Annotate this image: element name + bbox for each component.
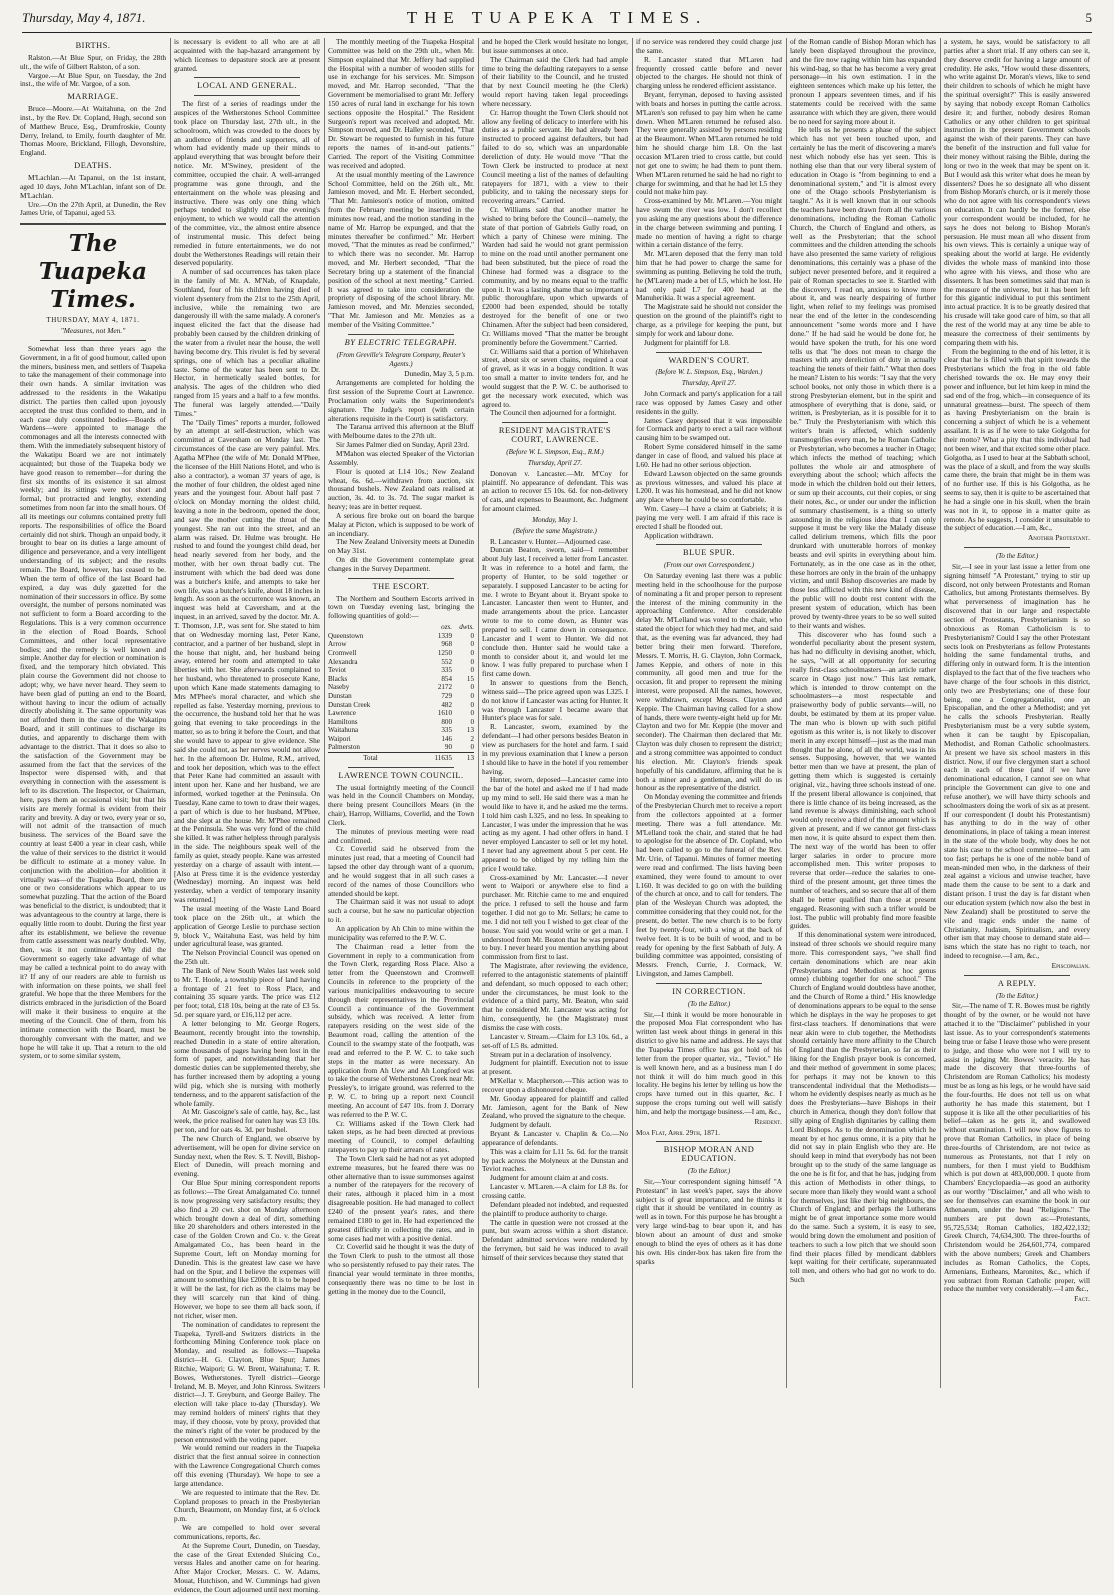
letter-signature: Another Protestant. — [1027, 533, 1090, 543]
letter-body: If this denominational system were introduced, instead of three schools we should require many more. This correspondent says, "we shall find certain denominations which are near akin (Presbyterians and Methodists at hoc genus omne) clubbing together for one school." The Church of England would doubtless have another, and the Church of Rome a third." His knowledge of denominations appears to be equal to the sense which he displays in the way he proposes to get first-class teachers. If denominations that were near akin were to club together, the Methodists should certainly have more affinity to the Church of England than the Presbyterian, so far as their liking for the English prayer book is concerned, and their method of government in some places; for perhaps it may not be known to this transcendental individual that the Methodists—whom he evidently despises nearly as much as he does the Presbyterians—have Bishops in their church in America, though they don't follow that silly aping of English dignitaries by calling them Lord Bishops. As to the denomination which he meant by et hoc genus omne, it is a pity that he did not say in plain English who they are. He should keep in mind that everybody has not been brought up to the study of the same language as the one he is fit for, and that he has, judging from this action of Methodists in other things, to secure more than likely they would want a school for themselves, just like their big neighbours, the Church of England; and perhaps the Lutherans might be of great importance some more would do the same. Such a system, it is easy to see, would bring down the emolument and position of teachers to such a low pitch that we should soon find their places filled by mendicant dabblers kept waiting for their certificate, superannuated toll men, and others who had got no work to do. Such — [790, 930, 936, 1285]
bishop-moran-heading: BISHOP MORAN AND EDUCATION. — [663, 1145, 755, 1164]
correspondent-report: On Saturday evening last there was a public meeting held in the schoolhouse for the purpose of nominating a fit and proper person to represent the interest of the mining community in the approaching Conference. After considerable delay Mr. M'Lelland was voted to the chair, who stated the object for which they had met, and said that, as the evening was far advanced, they had better bring their men forward. Therefore, Messrs. T. Morris, H. G. Clayton, John Cormack, James Keppie, and others of note in this community, all good men and true for the occasion, fit and proper to represent the mining interest, were proposed. All the names, however, were withdrawn, except Messrs. Clayton and Keppie. The Chairman having called for a show of hands, there were twenty-eight held up for Mr. Clayton and two for Mr. Keppie (the mover and seconder). The Chairman then declared that Mr. Clayton was duly chosen to represent the district; and a strong committee was appointed to conduct his election. Mr. Clayton's friends speak hopefully of his candidature, affirming that he is both a miner and a gentleman, and will do us honour as the representative of the district. — [636, 571, 782, 793]
court-presiding: (Before the same Magistrate.) — [513, 526, 597, 535]
council-report: The Chairman said it was not usual to adopt such a course, but he saw no particular objection to it. — [328, 897, 474, 925]
units-pennyweights: dwts. — [459, 623, 474, 632]
council-report: The Council then adjourned for a fortnight. — [490, 408, 617, 418]
table-row — [328, 701, 474, 710]
correction-heading: IN CORRECTION. — [672, 986, 746, 996]
court-presiding: (Before W. L. Simpson, Esq., R.M.) — [506, 447, 604, 456]
court-case: The Magistrate, after reviewing the evidence, referred to the antagonistic statements of plaintiff and defendant, so much opposed to each other; under the circumstances, he must look to the evidence of a third party, Mr. Beaton, who said that he considered Mr. Lancaster was acting for him, consequently, he (the Magistrate) must dismiss the case with costs. — [482, 961, 628, 1032]
column-5 — [636, 38, 782, 1388]
council-report: Cr. Coverlid said he thought it was the duty of the Town Clerk to push to the utmost all those who so persistently refused to pay their rates. The financial year would terminate in three months, consequently there was no time to be lost in getting in the money due to the Council, — [328, 1242, 474, 1296]
court-case: Duncan Beaton, sworn, said—I remember about July last, I received a letter from Lancaster. It was in reference to a hotel and farm, the property of Hunter, to be sold together or separately. I supposed Lancaster to be acting for me. I wrote to Bryant about it. Bryant spoke to Lancaster. Lancaster then went to Hunter, and made arrangements about the price. Lancaster wrote to me to come down, as Hunter was prepared to sell. I came down in consequence. Lancaster and I went to Hunter. We did not conclude then. Hunter said he would take a month to consider about it, and would let me know. I was fully prepared to purchase when I first came down. — [482, 545, 628, 679]
table-row — [328, 632, 474, 641]
escort-place: Palmerston — [328, 743, 360, 752]
telegraph-item: The Tararua arrived this afternoon at the Bluff with Melbourne dates to the 27th ult. — [328, 422, 474, 441]
escort-pennyweights: 0 — [470, 700, 474, 709]
column-rule — [170, 38, 171, 1388]
escort-ounces: 1610 — [437, 709, 452, 718]
court-case: Lancaster v. Stream.—Claim for L3 10s. 6d., a set-off of L5 8s. admitted. — [482, 1031, 628, 1050]
telegraph-item: Flour is quoted at L14 10s.; New Zealand wheat, 6s. 6d.—withdrawn from auction, six thousand bushels. New Zealand oats realised at auction, 3s. 4d. to 3s. 7d. The sugar market is heavy; teas are in better request. — [328, 466, 474, 512]
court-case: R. Lancaster stated that M'Laren had frequently crossed cattle before and never objected to the charges. He should not think of charging unless he rendered efficient assistance. — [636, 54, 782, 91]
court-case: Bryant & Lancaster v. Chaplin & Co.—No appearance of defendants. — [482, 1129, 628, 1147]
telegraph-dateline: Dunedin, May 3, 5 p.m. — [404, 369, 474, 379]
escort-place: Waipori — [328, 734, 351, 743]
escort-place: Naseby — [328, 683, 350, 692]
telegraph-heading: BY ELECTRIC TELEGRAPH. — [344, 337, 458, 347]
marriage-notice: Bruce—Moore.—At Waitahuna, on the 2nd inst., by the Rev. Dr. Copland, Hugh, second son of Matthew Bruce, Esq., Drumfroskie, County Derry, Ireland, to Emily, fourth daughter of Mr. Thomas Moore, Brickland, Fillogh, Devonshire, England. — [20, 104, 166, 158]
paper-title: THE TUAPEKA TIMES. — [406, 8, 708, 27]
escort-pennyweights: 0 — [470, 648, 474, 657]
news-item: The monthly meeting of the Tuapeka Hospital Committee was held on the 29th ult., when Mr. Simpson explained that Mr. Jeffery had supplied the Hospital with a number of wooden stills for use in exchange for his services. Mr. Simpson moved, and Mr. Harrop seconded, "That the Government be memorialised to grant Mr. Jeffery 150 acres of rural land in exchange for his town sections opposite the Hospital." The Resident Surgeon's report was received and adopted. Mr. Simpson moved, and Dr. Halley seconded, "That Dr. Stewart be requested to furnish in his future reports the names of in-and-out patients." Carried. The report of the Visiting Committee was received and adopted. — [328, 37, 474, 170]
letter-body: a system, he says, would be satisfactory to all parties after a short trial. If any others can see it, they deserve credit for having a large amount of credulity. He asks, "How would these dissenters, who write against Dr. Moran's views, like to send their children to schools of which he might have the spiritual oversight?" This is easily answered by saying that nobody except Roman Catholics desire it; and further, nobody desires Roman Catholics or any other children to get spiritual instruction in the present Government schools against the wish of their parents. They can have the benefit of the instruction and full value for their money without raising the Bible, during the long or two in the week that may be spent on it. But I would ask this writer what does he mean by dissenters? Does he so designate all who dissent from Bishop Moran's church, or is it merely those who do not agree with his correspondent's views on education. It can hardly be the former, else your correspondent would be included, for he says he does not belong to Bishop Moran's persuasion. He must mean all who dissent from his own views. This is certainly a unique way of speaking about the world at large. He evidently divides the whole mass of mankind into those who agree with his views, and those who are dissenters. It has been sometimes said that man is the measure of the universe, but it has been left for this gigantic individual to put this sentiment into actual practice. It is to be greatly desired that his crusade will take good care of him, so that all the rest of the world may at any time be able to measure the correctness of their sentiments by comparing them with his. — [944, 37, 1090, 347]
page-number: 5 — [1085, 10, 1092, 25]
escort-pennyweights: 0 — [470, 631, 474, 640]
news-item: The usual meeting of the Waste Land Board took place on the 26th ult., at which the application of George Leslie to purchase section 9, block V., Waitahuna East, was held by him under agricultural lease, was granted. — [174, 904, 320, 949]
to-editor: (To the Editor.) — [995, 991, 1039, 1000]
escort-ounces: 146 — [441, 734, 452, 743]
escort-ounces: 335 — [441, 666, 452, 675]
court-case: Edward Lawson objected on the same grounds as previous witnesses, and valued his place at L200. It was his homestead, and he did not know any place where he could be so comfortable. — [636, 468, 782, 505]
court-case: M'Kellar v. Macpherson.—This action was to recover upon a dishonoured cheque. — [482, 1076, 628, 1094]
reply-heading: A REPLY. — [997, 978, 1037, 988]
divider — [656, 983, 762, 984]
divider — [348, 767, 454, 768]
news-item: The "Daily Times" reports a murder, followed by an attempt at self-destruction, which was committed at Caversham on Monday last. The circumstances of the case are very painful. Mrs. Agatha M'Phee (the wife of Mr. Donald M'Phee, the licensee of the Hill Nations Hotel, and who is also a contractor), a woman 37 years of age, is the mother of four children, the oldest aged nine years and the youngest four. About half past 7 o'clock on Monday morning the oldest child, leaving a note in the bedroom, opened the door, and saw the mother cutting the throat of the youngest. She ran out into the street, and an alarm was raised. Dr. Hulme was brought. He rushed to and found the youngest child dead, her head nearly severed from her body, and the mother, with her own throat badly cut. The instrument with which the bad deed was done was a butcher's knife, and attempts to take her own life, was a butcher's knife, about 18 inches in length. As soon as the occurrence was known, an inquest was held at Caversham, and at the inquest, in an arrived, saved by the doctor. Mr. A. T. Thomson, J.P., was sent for. She stated to him that on Wednesday morning last, Peter Kane, contractor, and a partner of her husband, slept in the house that night, and, her husband being away, entered her room and attempted to take liberties with her. She afterwards complained to her husband, who threatened to prosecute Kane, upon which Kane made statements damaging to Mrs M'Phee's moral character, and which she repelled as false. Yesterday morning, previous to the occurrence, the husband told her that he was going that evening to take proceedings in the matter, so as to bring it before the Court, and that she would have to appear to give evidence. She said she could not, as her nerves would not allow her. In the afternoon Dr. Hulme, R.M., arrived, and took her deposition, which was to the effect that Peter Kane had committed an assault with intent upon her. Kane and her husband, we are informed, worked together at the Peninsula. On Tuesday, Kane came to town to draw their wages, a part of which is due to her husband, M'Phee, and she slept at the house. Mr. M'Phee remained at the Peninsula. She was very fond of the child she killed. It was rather helpless through paralysis in the side. The neighbours speak well of the family as quiet, steady people. Kane was arrested yesterday on a charge of assault with intent.—[Also at Press time it is the evidence yesterday (Wednesday) morning. An inquest was held yesterday, when a verdict of temporary insanity was returned.] — [174, 417, 320, 905]
blue-spur-heading: BLUE SPUR. — [682, 548, 735, 558]
telegraph-item: Arrangements are completed for holding the first session of the Supreme Court at Lawrence. Proclamation only waits the Superintendent's signature. The Judge's report (with certain alterations requisite in the Court) is satisfactory. — [328, 378, 474, 423]
leader-dateline: THURSDAY, MAY 4, 1871. — [46, 316, 140, 325]
local-general-heading: LOCAL AND GENERAL. — [197, 81, 297, 91]
table-row — [328, 683, 474, 692]
escort-pennyweights: 2 — [470, 734, 474, 743]
divider — [348, 578, 454, 579]
divider — [40, 340, 146, 341]
court-case: Judgment for plaintiff for L8. — [644, 337, 730, 347]
divider — [194, 95, 300, 96]
council-report: The usual fortnightly meeting of the Council was held in the Council Chambers on Monday, there being present Councillors Mears (in the chair), Harrop, Williams, Coverlid, and the Town Clerk. — [328, 782, 474, 827]
escort-place: Queenstown — [328, 631, 364, 640]
column-3 — [328, 38, 474, 1388]
council-report: Cr. Williams said that a portion of Whitehaven street, about six or seven chains, required a coat of gravel, as it was in a boggy condition. It was too small a matter to invite tenders for, and he would suggest that the P. W. C. be authorised to get the necessary work executed, which was agreed to. — [482, 346, 628, 409]
council-report: Cr. Coverlid said he observed from the minutes just read, that a meeting of Council had lapsed the other day through want of a quorum, and he would suggest that in all such cases a record of the names of those Councillors who attended should be kept. — [328, 844, 474, 898]
column-7 — [944, 38, 1090, 1388]
newspaper-banner: The Tuapeka Times. — [38, 230, 148, 314]
escort-pennyweights: 13 — [466, 726, 474, 735]
escort-ounces: 800 — [441, 717, 452, 726]
escort-pennyweights: 0 — [470, 709, 474, 718]
court-case: Cross-examined by Mr. M'Laren.—You might have swum the river was low. I don't recollect you asking me any questions about the difference in the charge between swimming and punting. I made no mention of having a right to charge within a certain distance of the ferry. — [636, 196, 782, 250]
telegraph-source: (From Greville's Telegram Company, Reuter's Agents.) — [336, 350, 466, 368]
masthead — [22, 6, 1092, 33]
telegraph-item: The New Zealand University meets at Dunedin on May 31st. — [328, 537, 474, 556]
council-report: and he hoped the Clerk would hesitate no longer, but issue summonses at once. — [482, 37, 628, 55]
letter-body: Sir,—I see in your last issue a letter from one signing himself "A Protestant," trying to stir up discord, not only between Protestants and Roman Catholics, but among Protestants themselves. By what perverseness of imagination has he discovered that in our large and respectable section of Protestants, Presbyterianism is so obnoxious as Roman Catholicism is to Presbyterianism? Could I say the other Protestant sects look on Presbyterians as fellow Protestants holding the same fundamental truths, and differing only in outward form. It is the intention displayed to the fact that of the five teachers who have charge of the four schools in this district, only two are Presbyterians; one of these four being, one a Congregationalist, one an Episcopalian, and the other a Methodist; and yet he calls the schools Presbyterian. Really Presbyterianism must be a very subtle system, when it can be taught by Episcopalian, Methodist, and Roman Catholic schoolmasters. At present we have six school masters in this district. Now, if our five clergymen start a school each in each of these (and if we have denominational education, I cannot see on what principle the Government can give to one and refuse another), we will have thirty schools and schoolmasters doing the work of six as at present. If our correspondent (I doubt his Protestantism) has anything to do in the way of other denominations, in place of taking a mean interest in the state of the whole body, why does he not state his case to the school committee—but I am too fast; perhaps he is one of the noble band of mean-minded men who, in the darkness of their zeal against a vicious and unwise teacher, have made them the cause to be sent to a dark and distant prison. I trust the day is far distant when our education system (which now also the best in New Zealand) shall be prostituted to serve the vile and tragic ends under the name of Christianity, Judaism, Spiritualism, and every other ism that may choose to demand state aid—isms which the state has no right to teach, nor indeed to recognise.—I am, &c., — [944, 561, 1090, 961]
column-2 — [174, 37, 320, 1594]
escort-pennyweights: 0 — [470, 640, 474, 649]
news-item: The new Church of England, we observe by advertisement, will be open for divine service on Sunday next, when the Rev. S. T. Nevill, Bishop-Elect of Dunedin, will preach morning and evening. — [174, 1133, 320, 1179]
court-case: Lancaster v. M'Laren.—A claim for L8 8s. for crossing cattle. — [482, 1182, 628, 1200]
court-case: This was a claim for L11 5s. 6d. for the transit by pack across the Molyneux at the Dunstan and Teviot reaches. — [482, 1146, 628, 1174]
escort-pennyweights: 0 — [470, 683, 474, 692]
court-case: The cattle in question were not crossed at the punt, but swam across within a short distance. Defendant admitted services were rendered by the ferrymen, but said he was induced to avail himself of their services because they stated that — [482, 1217, 628, 1262]
letter-signature: Fact. — [1074, 1294, 1090, 1304]
divider — [656, 1141, 762, 1142]
court-case: Defendant pleaded not indebted, and requested the plaintiff to produce authority to charge. — [482, 1199, 628, 1218]
news-item: We are requested to intimate that the Rev. Dr. Copland proposes to preach in the Presbyterian Church, Beaumont, on Monday first, at 6 o'clock p.m. — [174, 1487, 320, 1524]
escort-pennyweights: 0 — [470, 657, 474, 666]
escort-total-label: Total — [328, 753, 413, 763]
court-case: The Magistrate said he should not consider the question on the ground of the plaintiff's right to charge, as a privilege for keeping the punt, but simply for work and labour done. — [636, 302, 782, 338]
court-case: John Cormack and party's application for a tail race was opposed by James Casey and other residents in the gully. — [636, 389, 782, 416]
escort-place: Dunstan Creek — [328, 700, 371, 709]
escort-place: Alexandra — [328, 657, 358, 666]
units-ounces: ozs. — [441, 623, 452, 632]
court-case: Robert Syme considered himself in the same danger in case of flood, and valued his place at L60. He had no other serious objection. — [636, 442, 782, 469]
news-item: We would remind our readers in the Tuapeka district that the first annual soiree in connection with the Lawrence Congregational Church comes off this evening (Thursday). We hope to see a large attendance. — [174, 1443, 320, 1488]
escort-pennyweights: 0 — [470, 717, 474, 726]
escort-ounces: 552 — [441, 657, 452, 666]
court-case: Donovan v. Lancaster.—Mr. M'Coy for plaintiff. No appearance of defendant. This was an action to recover £5 10s. 6d. for non-delivery of cats, and expenses to Beaumont, &c. Judgment for amount claimed. — [482, 468, 628, 514]
escort-pennyweights: 0 — [470, 691, 474, 700]
court-case: Judgment for amount claim at and costs. — [490, 1173, 609, 1183]
telegraph-item: On dit the Government contemplate great changes in the Survey Department. — [328, 555, 474, 573]
table-row — [328, 743, 474, 752]
news-item: The first of a series of readings under the auspices of the Wetherstones School Committee took place on Thursday last, 27th ult., in the schoolroom, which was crowded to the doors by an audience of friends and supporters, all of whom had evidently made up their minds to applaud everything that was brought before their notice. Mr. M'Swiney, president of the committee, occupied the chair. A well-arranged programme was gone through, and the entertainment on the whole was pleasing and instructive. There was only one thing which perhaps tended to slightly mar the evening's enjoyment, to which we would call the attention of the committee, viz., the almost entire absence of instrumental music. This defect being remedied in future entertainments, we do not doubt the Wetherstones Readings will retain their deserved popularity. — [174, 99, 320, 268]
letter-signature: Episcopalian. — [1051, 960, 1090, 970]
court-case: Bryant, ferryman, deposed to having assisted with boats and horses in putting the cattle across. M'Laren's son refused to pay him when he came down. When M'Laren returned he refused also. They were generally assisted by persons residing at the Beaumont. When M'Laren returned he told him he should charge him L8. On the last occasion M'Laren tried to cross cattle, but could not get one to swim; he had them to punt them. When M'Laren returned he said he had no right to charge for swimming, and that he had let L5 they could not make him pay. — [636, 90, 782, 197]
table-row — [328, 675, 474, 684]
table-header-row — [328, 623, 474, 632]
escort-pennyweights: 0 — [470, 666, 474, 675]
escort-place: Arrow — [328, 640, 347, 649]
escort-heading: THE ESCORT. — [372, 581, 430, 591]
divider — [964, 547, 1070, 548]
court-date: Monday, May 1. — [532, 515, 578, 524]
birth-notice: Vargoe.—At Blue Spur, on Tuesday, the 2nd inst., the wife of Mr. Vargoe, of a son. — [20, 70, 166, 89]
escort-place: Teviot — [328, 666, 347, 675]
escort-place: Cromwell — [328, 648, 357, 657]
letter-signature: Resident. — [754, 1116, 782, 1126]
council-report: The minutes of previous meeting were read and confirmed. — [328, 826, 474, 845]
court-case: Mr. Gooday appeared for plaintiff and called Mr. Jamieson, agent for the Bank of New Zealand, who proved the signature to the cheque. — [482, 1093, 628, 1121]
wardens-court-heading: WARDEN'S COURT. — [668, 355, 750, 365]
escort-place: Blacks — [328, 674, 348, 683]
issue-date: Thursday, May 4, 1871. — [22, 10, 146, 25]
escort-ounces: 335 — [441, 726, 452, 735]
correspondent-note: (From our own Correspondent.) — [663, 561, 755, 570]
court-case: R. Lancaster, sworn, examined by the defendant—I had other persons besides Beaton in view as purchasers for the hotel and farm. I said in my previous examination that I knew a person I should like to have in the hotel if you remember having. — [482, 722, 628, 776]
leader-article: Somewhat less than three years ago the Government, in a fit of good humour, called upon the miners, business men, and settlers of Tuapeka to take the management of their commonage into their own hands. A similar invitation was addressed to the residents in the Wakatipu district. The parties then called upon joyously accepted the trust thus confided to them, and in each case duly constituted bodies—Boards of Wardens—were appointed to manage the commonages and all the interests connected with them. With the immediately subsequent history of the Wakatipu Board we are not intimately acquainted; but those of the Tuapeka body we have good reason to remember—for during the first six months of its existence it sat almost weekly; and its sittings were not short and formal, but protracted and lengthy, extending sometimes from noon far into the small hours. Of all its meetings our columns contained pretty full reports. The responsibilities of office the Board certainly did not shirk. Though an unpaid body, it brought to bear on its duties a large amount of diligence and perseverance, and a very intelligent understanding of its subject; and the results remain. The Board, however, has ceased to be. When the term of office of the last Board had expired, a day was duly gazetted for the nomination of their successors in office. By some oversight, the number of persons nominated was not sufficient to form a Board according to the Regulations. This is a very common occurrence in the election of Road Boards, School Committees, and other local representative bodies; and the remedy is well known and simple. Another day for election or nomination is fixed, and the temporary hitch obviated. This plain course the Government did not choose to adopt; why, we have never heard. They seem to have been glad of putting an end to the Board, without having to incur the odium of actually directly abolishing it. The same opportunity was not afforded them in the case of the Wakatipu Board, and it still continues to discharge its duties, and apparently to discharge them with advantage to the district. That it does so also to the satisfaction of the Government may be assumed from the fact that the services of the Inspector were dispensed with, and that everything in connection with the assessment is left to its discretion. The Inspector, or Chairman, here, pays them an occasional visit; but that his visits are merely formal is evident from their rarity and brevity. A day or two, every year or so, will not admit of the transaction of much business. The services of the Board save the country at least £400 a year in clear cash, while the value of their services to the district it would be difficult to estimate at a money value. In conjunction with the abolition—for abolition it virtually was—of the Tuapeka Board, there are one or two considerations which appear to us somewhat puzzling. That the action of the Board was beneficial to the district, is undoubted; that it was advantageous to the country at large, there is equally little room to doubt. During the first year after its establishment, we believe the revenue from cattle assessment was nearly doubled. Why, then, was it not continued? Why did the Government so eagerly take advantage of what may be called a technical point to do away with it? If any of our readers are able to furnish us with information on these points, we shall feel grateful. We hope that the three Members for the districts embraced in the jurisdiction of the Board will make it their business to enquire at the meeting of the Council. One of them, from his intimate connection with the Board, must be thoroughly conversant with the matter, and we hope he will take it up. That a return to the old system, or to some similar system, — [20, 343, 166, 1061]
escort-total-ounces: 11635 — [413, 753, 456, 763]
court-case: Hunter, sworn, deposed—Lancaster came into the bar of the hotel and asked me if I had made up my mind to sell. He said there was a man he would like to have it, and he asked me the terms. I told him cash L325, and no less. In speaking to Lancaster, I was under the impression that he was acting as my agent. I had other offers in hand. I never employed Lancaster to sell or let my hotel. I never had any agreement about 5 per cent. He appeared to be obliged by my telling him the price I would take. — [482, 775, 628, 873]
birth-notice: Ralston.—At Blue Spur, on Friday, the 28th ult., the wife of Gilbert Ralston, of a son. — [20, 52, 166, 71]
column-rule — [632, 38, 633, 1388]
council-report: Cr. Williams asked if the Town Clerk had taken steps, as he had been directed at previous meeting of Council, to compel defaulting ratepayers to pay up their arrears of rates. — [328, 1118, 474, 1155]
correspondent-report: On Monday evening the committee and friends of the Presbyterian Church met to receive a report from the collectors appointed at a former meeting. There was a full attendance. Mr. M'Lelland took the chair, and stated that he had to apologise for the absence of Dr. Copland, who had been called to go to the funeral of the Rev. Mr. Urie, of Tapanui. Minutes of former meeting were read and confirmed. The lists having been examined, they were found to amount to over L160. It was decided to go on with the building of the church at once, and to call for tenders. The plan of the Wesleyan Church was adopted, the committee considering that they could not, for the present, do better. The new church is to be forty feet by twenty-four, with a wing at the back of twelve feet. It is to be built of wood, and to be ready for opening by the first Sabbath of July. A building committee was appointed, consisting of Messrs. French, Currie, J. Cormack, W. Livingston, and James Campbell. — [636, 792, 782, 979]
escort-ounces: 729 — [441, 691, 452, 700]
news-item: Our Blue Spur mining correspondent reports as follows:—The Great Amalgamated Co. tunnel is now progressing very satisfactory results; they also find a 20 cwt. shot on Monday afternoon which brought down a deal of dirt, something like 20 shareholders and others interested in the case of the Golden Crown and Co. v. the Great Amalgamated Co., has been heard in the Supreme Court, left on Monday morning for Dunedin. This is the greatest law case we have had on the Spur, and I believe the expenses will amount to something like £2000. It is to be hoped it will be the last, for rich as the claims may be they will scarcely run that kind of thing. However, we hope to see them all back soon, if not richer, wiser men. — [174, 1178, 320, 1320]
news-item: We are compelled to hold over several communications, reports, &c. — [174, 1523, 320, 1541]
column-rule — [478, 38, 479, 1388]
table-row — [328, 658, 474, 667]
escort-total-pennyweights: 13 — [456, 753, 474, 763]
court-case: if no service was rendered they could charge just the same. — [636, 37, 782, 55]
gold-escort-table — [328, 623, 474, 763]
escort-ounces: 968 — [441, 640, 452, 649]
news-item: At Mr. Gascoigne's sale of cattle, hay, &c., last week, the price realised for oaten hay was £3 10s. per ton, and for oats 4s. 3d. per bushel. — [174, 1107, 320, 1135]
column-rule — [786, 38, 787, 1388]
council-report: Cr. Harrop thought the Town Clerk should not allow any feeling of delicacy to interfere with his duties as a public servant. He had already been instructed to proceed against defaulters, but had failed to do so, which was an unpardonable dereliction of duty. He would move "That the Town Clerk be instructed to produce at next Council meeting a list of the names of defaulting ratepayers for 1871, with a view to their publicity, and to taking the necessary steps for recovering arrears." Carried. — [482, 107, 628, 206]
divider — [348, 334, 454, 335]
court-case: In answer to questions from the Bench, witness said—The price agreed upon was L325. I do not know if Lancaster was acting for Hunter. It was through Lancaster I became aware that Hunter's place was for sale. — [482, 678, 628, 723]
letter-body: of the Roman candle of Bishop Moran which has lately been displayed throughout the province, and the fire now raging within him has expanded his wind-bag, so that he has become a very great personage—in his own estimation. I in the eighteen sentences which make up his letter, the pronoun I appears seventeen times, and if his statements could be received with the same assurance with which they are given, there would be no need for saying more about it. — [790, 37, 936, 126]
column-1 — [20, 38, 166, 1388]
table-total-row — [328, 753, 474, 763]
escort-pennyweights: 15 — [466, 674, 474, 683]
table-row — [328, 718, 474, 727]
divider — [656, 544, 762, 545]
court-case: Judgment by default. — [490, 1120, 552, 1130]
escort-place: Lawrence — [328, 709, 356, 718]
column-4 — [482, 38, 628, 1388]
council-report: The Chairman said the Clerk had had ample time to bring the defaulting ratepayers to a sense of their liability to the Council, and he trusted that by next Council meeting he (the Clerk) would report having taken legal proceedings where necessary. — [482, 54, 628, 108]
letter-body: He tells us he presents a phase of the subject which has not yet been touched upon, and certainly he has the merit of discovering a mare's nest which nobody else has yet seen. This is nothing else than that our very liberal system of education in Otago is "from beginning to end a denominational system," and "it is almost every one of the Otago schools Presbyterianism is taught." As it is well known that in our schools the teachers have been drawn from all the various denominations, including the Roman Catholic Church, the Church of England and others, as well as the Presbyterian; that the school committees and the children attending the schools have also presented the same variety of religious denominations, this certainly was a phase of the subject never presented before, and it required a pair of Roman spectacles to see it. Startled with the discovery, I read on, anxious to know more about it, and was nearly despairing of further light, when relief to my feelings was promised near the end of the letter in the condescending announcement "some words more and I have done." If he had said he would be done for, he would have spoken the truth, for his one word tells us that "he does not mean to charge the masters with any dereliction of duty in actually teaching the tenets of their faith." What then does he mean? Listen to his words: "I say that the very school books, not only those in which there is a strong Presbyterian element, but in the spirit and atmosphere of everything that is done, said, or written, is Presbyterian, as it is possible for it to be." Truly the Presbyterianism with which this writer's brain is affected, which suddenly transmogrifies every man, be he Roman Catholic or Presbyterian, who becomes a teacher in Otago; which infects the method of teaching; which pollutes the whole air and atmosphere of everything about the school; which affects the mode in which the children hold out their letters, or sum up their accounts, cut their copies, or sing their notes, &c., or under our under the infliction of summary chastisement, is a thing so utterly astounding in the religious idea that I can only suppose it must be very like the Malady disease called delirium tremens, which fills the poor drunkard with unutterable horrors of monkey beasts and evil spirits in everything about him. Fortunately, as in the one case as in the other, these horrors are only in the brain of the unhappy victim, and until Bishop discoveries are made by those less afflicted with this new kind of disease, the public will no doubt rest content with the present system of education, which has been proved by twenty-three years to be so well suited to their wants and wishes. — [790, 125, 936, 630]
escort-ounces: 854 — [441, 674, 452, 683]
escort-ounces: 1339 — [437, 631, 452, 640]
column-6 — [790, 38, 936, 1388]
letter-body: From the beginning to the end of his letter, it is clear that he is filled with that spirit towards the Presbyterians which the frog in the old fable cherished towards the ox. He may envy their power and influence, but let him keep in mind the sad end of the frog, which—in consequence of its unnatural greatness—burst. The speech of them as having Presbyterianism on the brain is concerning a subject of which he is a vehement assailant. It is as if he were to take Golgotha for their motto? What a pity that this individual had not been wiser, and that excited some other place. Golgotha, as I used to hear at the Sabbath school, was the place of a skull, and from the way skulls came there, the brain that might be in them was of no further use. If this is his Golgotha, as he seems to say, then it is quite to be ascertained that he had a single one in his skull, when the brain was not in it, to oppose in a matter quite as remote. As he suggests, I consider it unsuitable to the subject of education.—I am, &c., — [944, 346, 1090, 533]
court-case: R. Lancaster v. Hunter.—Adjourned case. — [490, 536, 612, 546]
letter-date: Moa Flat, April 29th, 1871. — [636, 1127, 720, 1137]
divider — [656, 352, 762, 353]
escort-ounces: 2172 — [437, 683, 452, 692]
escort-pennyweights: 0 — [470, 743, 474, 752]
council-report: The Chairman read a letter from the Government in reply to a communication from the Town Clerk, regarding Ross Place. Also a letter from the Queenstown and Cromwell Councils in reference to the propriety of the various municipalities endeavouring to secure through their representatives in the Provincial Council a continuance of the Government subsidy, which was received. A letter from ratepayers residing on the west side of the Beaumont road, calling the attention of the Council to the swampy state of the footpath, was read and referred to the P. W. C. to take such steps in the matter as were necessary. An application from Ah Uew and Ah Longford was to take the course of Wetherstones Creek near Mr. Pressley's, to irrigate ground, was referred to the P. W. C. to bring up a report next Council meeting. An account of £47 10s. from J. Dorrary was referred to the P. W. C. — [328, 941, 474, 1119]
council-report: Cr. Williams said that another matter he wished to bring before the Council—namely, the state of that portion of Gabriels Gully road, on which a party of Chinese were mining. The Warden had said he would not grant permission to mine on the road until another permanent one had been substituted, but the piece of road the Chinese had formed was a disgrace to the community, and by no means equal to the traffic upon it. It was a lasting shame that so important a public thoroughfare, upon which upwards of £2000 had been expended, should be totally destroyed for the benefit of one or two Chinamen. After the subject had been considered, Cr. Williams moved "That the matter be brought prominently before the Government." Carried. — [482, 205, 628, 347]
news-item: The nomination of candidates to represent the Tuapeka, Tyrell-and Switzers districts in the forthcoming Mining Conference took place on Monday, and resulted as follows:—Tuapeka district—H. G. Clayton, Blue Spur; James Ritchie, Waipori; G. W. Brent, Waitahuna; T. R. Bowes, Wetherstones. Tyrell district—George Ireland, M. B. Meyer, and John Kinross. Switzers district—J. T. Greyburn, and George Bailey. The election will take place to-day (Thursday). We may remind holders of miners' rights that they may, if they choose, vote by proxy, provided that the miner's right of the voter be produced by the person entrusted with the voting paper. — [174, 1319, 320, 1444]
news-item: The Nelson Provincial Council was opened on the 25th ult. — [174, 948, 320, 967]
to-editor: (To the Editor.) — [687, 1167, 731, 1176]
telegraph-item: A serious fire broke out on board the barque Malay at Picton, which is supposed to be work of an incendiary. — [328, 510, 474, 538]
escort-place: Waitahuna — [328, 726, 359, 735]
telegraph-item: M'Mahon was elected Speaker of the Victorian Assembly. — [328, 448, 474, 467]
news-item: At the Supreme Court, Dunedin, on Tuesday, the case of the Great Extended Sluicing Co., versus Hales and another came on for hearing. After Major Crocker, Messrs. C. W. Adams, Mouat, Hutchison, and W. Cummings had given evidence, the Court adjourned until next morning. — [174, 1540, 320, 1594]
court-presiding: (Before W. L. Simpson, Esq., Warden.) — [655, 368, 763, 377]
letter-body: This discoverer who has found such a wonderful peculiarity about the present system, has had no difficulty in devising another, which, he says, "will at all opportunity for securing really first-class schoolmasters—an article rather scarce in Otago just now." This last remark, which is intended to throw contempt on the schoolmasters—a most respectable and praiseworthy body of public servants—will, no doubt, be estimated by them at its proper value. The man who is blown up with such pitiful egotism as this writer is, is not likely to discover merit in any except himself—just as the mad man thought that he alone, of all the world, was in his senses. Supposing, however, that we wanted better men than we have at present, the plan of getting them which is suggested is certainly original, viz., having three schools instead of one. If the present liberal allowance is conjoined, that there is little chance of its being increased, as the land revenue is always diminishing, each school would only receive a third of the amount which is given at present, and if we cannot get first-class men now, it is quite absurd to expect them then. The next way of the world has been to offer larger salaries in order to procure more accomplished men. This writer proposes to reverse that order—reduce the salaries to one-third of the present amount, get three times the number of teachers, and so secure that all of them shall be better qualified than those at present engaged. Reasoning with such a trifler would be lost. The public will probably find more feasible guides. — [790, 629, 936, 931]
court-case: Cross-examined by Mr. Lancaster.—I never went to Waipori or anywhere else to find a purchaser. Mr. Ritchie came to me and enquired the price. I refused to sell the house and farm together. I did not go to Mr. Sellars; he came to me. I did not tell you I wished to get clear of the house. You said you would write or get a man. I understood from Mr. Beaton that he was prepared to buy. I never heard you mention anything about commission from first to last. — [482, 872, 628, 962]
news-item: The Bank of New South Wales last week sold to Mr. T. Hoole, a township piece of land having a frontage of 21 feet to Ross Place, and containing 35 square yards. The price was £12 per foot; total, £18 10s, being at the rate of £3 5s. 5d. per square yard, or £16,112 per acre. — [174, 965, 320, 1020]
court-case: Application withdrawn. — [644, 530, 714, 540]
column-rule — [940, 38, 941, 1388]
death-notice: Ure.—On the 27th April, at Dunedin, the Rev James Urie, of Tapanui, aged 53. — [20, 199, 166, 218]
court-case: Wm. Casey—I have a claim at Gabriels; it is paying me very well. I am afraid if this race is erected I shall be flooded out. — [636, 504, 782, 531]
resident-court-heading: RESIDENT MAGISTRATE'S COURT, LAWRENCE. — [498, 426, 612, 445]
escort-ounces: 90 — [444, 743, 452, 752]
marriage-heading: MARRIAGE. — [67, 92, 119, 102]
table-row — [328, 735, 474, 744]
divider — [194, 77, 300, 78]
escort-place: Dunstan — [328, 691, 352, 700]
court-date: Thursday, April 27. — [681, 379, 737, 388]
news-item: At the usual monthly meeting of the Lawrence School Committee, held on the 26th ult., Mr. Jamieson moved, and Mr. E. Herbert seconded, "That Mr. Jamieson's notice of motion, omitted from the February meeting be inserted in the minutes now read, and the motion standing in the name of Mr. Harrop be expunged, and that the minutes thereafter be confirmed." Mr. Herbert moved, "That the minutes as read be confirmed," to which there was no seconder. Mr. Harrop moved, and Mr. Herbert seconded, "That the Secretary bring up a statement of the financial position of the school at next meeting." Carried. It was agreed to take into consideration the propriety of disposing of the school library. Mr. Jamieson moved, and Mr. Menzies seconded, "That Mr. Jamieson and Mr. Menzies as a member of the Visiting Committee." — [328, 169, 474, 329]
table-row — [328, 666, 474, 675]
table-row — [328, 692, 474, 701]
court-case: Stream put in a declaration of insolvency. — [490, 1049, 612, 1059]
death-notice: M'Lachlan.—At Tapanui, on the 1st instant, aged 10 days, John M'Lachlan, infant son of Dr. M'Lachlan. — [20, 172, 166, 200]
news-item: A letter belonging to Mr. George Rogers, Beaumont, recently brought into the township, reached Dunedin in a state of entire alteration, some thousands of pages having been lost in the form of paper, and notwithstanding that her domestic duties can be supplemented thereby, she has further increased them by adopting a young wild pig, which she is nursing with motherly tenderness, and to the apparent satisfaction of the whole family. — [174, 1018, 320, 1108]
table-row — [328, 726, 474, 735]
to-editor: (To the Editor.) — [995, 552, 1039, 561]
court-case: James Casey deposed that it was impossible for Cormack and party to erect a tail race without causing him to be swamped out. — [636, 415, 782, 443]
telegraph-item: Sir James Palmer died on Sunday, April 23rd. — [336, 440, 470, 450]
council-heading: LAWRENCE TOWN COUNCIL. — [338, 770, 464, 780]
motto: "Measures, not Men." — [60, 326, 126, 336]
letter-body: Sir,—Your correspondent signing himself "A Protestant" in last week's paper, says the above subject is of great importance, and he thinks it right that it should be ventilated in country as well as in town. For this purpose he has brought a very large wind-bag to bear upon it, and has blown about an amount of dust and smoke enough to blind the eyes of others as it has done his own. His cinder-box has taken fire from the sparks — [636, 1176, 782, 1266]
council-report: The Town Clerk said he had not as yet adopted extreme measures, but he feared there was no other alternative than to issue summonses against a number of the ratepayers for the recovery of their rates, although it placed him in a most disagreeable position. He had managed to collect £240 of the present year's rates, and there remained £180 to get in. He had experienced the greatest difficulty in collecting the rates, and in some cases had met with a positive denial. — [328, 1153, 474, 1243]
table-row — [328, 649, 474, 658]
divider — [964, 975, 1070, 976]
escort-ounces: 1250 — [437, 648, 452, 657]
escort-intro: The Northern and Southern Escorts arrived in town on Tuesday evening last, bringing the following quantities of gold:— — [328, 593, 474, 621]
table-row — [328, 640, 474, 649]
table-row — [328, 709, 474, 718]
letter-body: Sir,—I think it would be more honourable in the proposed Moa Flat correspondent who has written last week about things in general in this district to give his name and address. He says that the Tuapeka Times office has got hold of his letter from the proper quarter, viz., "Teviot." He is well known here, and as a business man I do not think it will do him much good in this locality. He begins his letter by telling us how the crops have turned out in this quarter, &c. I suppose the crops turning out well will satisfy him, and help the mortgage business.—I am, &c., — [636, 1009, 782, 1116]
divider — [502, 422, 608, 423]
news-item: A number of sad occurrences has taken place in the family of Mr. A. M'Nab, of Knapdale, Southland, four of his children having died of violent dysentery from the 21st to the 25th April, inclusive, while the remaining two are dangerously ill with the same malady. A coroner's inquest elicited the fact that the disease had probably been caused by the children drinking of the water from a rivulet near the house, the well having become dry. This rivulet is fed by several springs, one of which has a peculiar alkaline taste. Some of the water has been sent to Dr. Hector, in hermetically sealed bottles, for analysis. The ages of the children who died ranged from 15 years and a half to a few months. The funeral was largely attended.—"Daily Times." — [174, 267, 320, 418]
deaths-heading: DEATHS. — [74, 161, 112, 171]
column-rule — [324, 38, 325, 1388]
leader-article-cont: is necessary is evident to all who are at all acquainted with the hap-hazard arrangement by which licenses to depasture stock are at present granted. — [174, 37, 320, 73]
letter-body: Sir,—The name of T. R. Bowes must be rightly thought of by the owner, or he would not have attached it to the "Disclaimer" published in your last issue. As to your correspondent's statements being true or false I leave those who were present to judge, and those who were not I will try to assist in judging Mr. Bowes' veracity. He has made the discovery that three-fourths of Christendom are Roman Catholics; his modesty must be as long as his legs, or he would have said the four-fourths. He does not tell us on what authority he has made this statement, but I suppose it is like all the other peculiarities of his belief—taken as he gets it, and swallowed without examination. I will now show figures to prove that Roman Catholics, in place of being three-fourths of Christendom, are not twice as numerous as Protestants, not that I rely on numbers, for then I must yield to Buddhism which is put down at 483,000,000. I quote from Chambers' Encyclopaedia—as good an authority as our worthy "Disclaimer," and all who wish to see for themselves can examine the book in our Athenaeum, under the head "Religions." The numbers are put down as:—Protestants, 95,725,534; Roman Catholics, 182,422,132; Greek Church, 74,634,300. The three-fourths of Christendom would be 264,601,774, compared with the above numbers; Greek and Chambers includes as Roman Catholics, the Copts, Armenians, Eutheans, Maronites, &c., which if you subtract from Roman Catholic proper, will reduce the number very considerably.—I am &c., — [944, 1001, 1090, 1294]
births-heading: BIRTHS. — [75, 41, 111, 50]
court-case: Mr. M'Laren deposed that the ferry man told him that he had power to charge the same for swimming as punting. Believing he told the truth, he (M'Laren) made a bet of L5, which he lost. He had only paid L7 for 400 head at the Manuherikia. It was a special agreement. — [636, 249, 782, 303]
court-case: Judgment for plaintiff. Execution not to issue at present. — [482, 1058, 628, 1077]
court-date: Thursday, April 27. — [527, 458, 583, 467]
to-editor: (To the Editor.) — [687, 999, 731, 1008]
escort-place: Hamiltons — [328, 717, 358, 726]
escort-ounces: 482 — [441, 700, 452, 709]
divider — [20, 223, 166, 225]
council-report: An application by Ah Chin to mine within the municipality was referred to the P. W. C. — [328, 924, 474, 942]
